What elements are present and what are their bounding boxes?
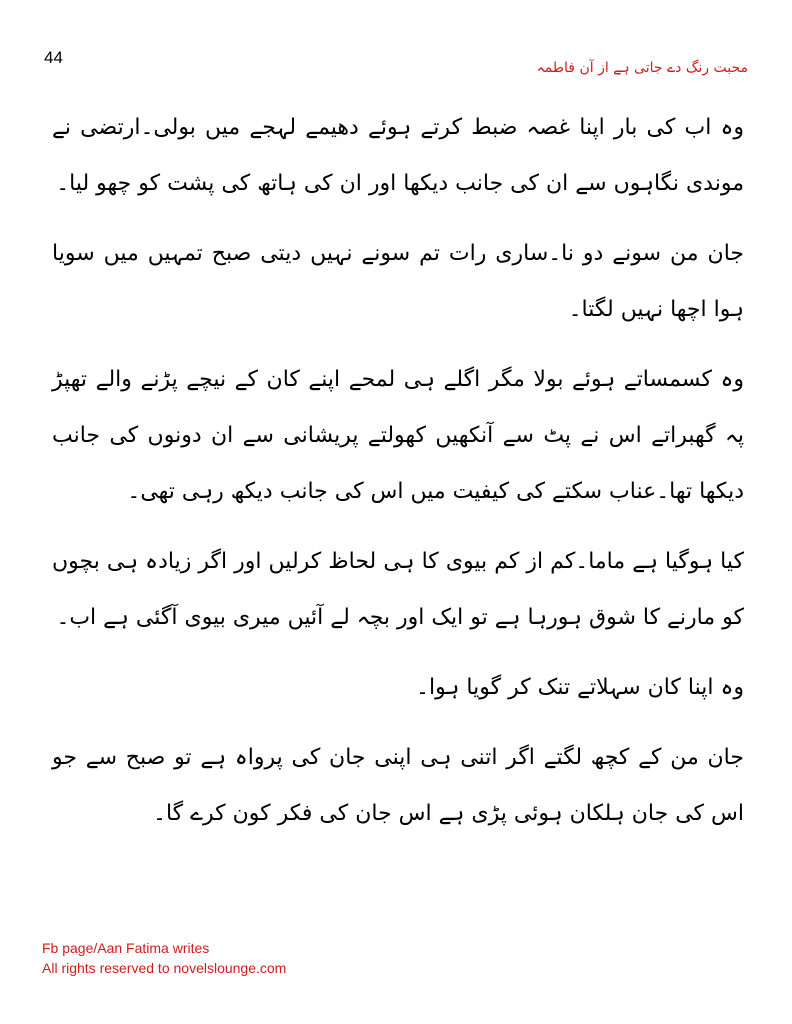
page-number: 44 <box>44 48 63 67</box>
paragraph-3: وہ کسمساتے ہوئے بولا مگر اگلے ہی لمحے اپنے کان کے نیچے پڑنے والے تھپڑ پہ گھبراتے اس نے پٹ سے آنکھیں کھولتے پریشانی سے ان دونوں کی جانب دیکھا تھا۔عناب سکتے کی کیفیت میں اس کی جانب دیکھ رہی تھی۔ <box>52 367 744 504</box>
paragraph-6: جان من کے کچھ لگتے اگر اتنی ہی اپنی جان کی پرواہ ہے تو صبح سے جو اس کی جان ہلکان ہوئی پڑی ہے اس جان کی فکر کون کرے گا۔ <box>52 745 744 826</box>
running-header: محبت رنگ دے جاتی ہے از آن فاطمہ <box>536 60 748 76</box>
footer-rights: All rights reserved to novelslounge.com <box>42 960 287 976</box>
paragraph-1: وہ اب کی بار اپنا غصہ ضبط کرتے ہوئے دھیمے لہجے میں بولی۔ارتضی نے موندی نگاہوں سے ان کی جانب دیکھا اور ان کی ہاتھ کی پشت کو چھو لیا۔ <box>52 115 744 196</box>
paragraph-4: کیا ہوگیا ہے ماما۔کم از کم بیوی کا ہی لحاظ کرلیں اور اگر زیادہ ہی بچوں کو مارنے کا شوق ہورہا ہے تو ایک اور بچہ لے آئیں میری بیوی آگئی ہے اب۔ <box>52 549 744 630</box>
paragraph-5: وہ اپنا کان سہلاتے تنک کر گویا ہوا۔ <box>416 675 744 700</box>
footer-fb-page: Fb page/Aan Fatima writes <box>42 940 210 956</box>
paragraph-2: جان من سونے دو نا۔ساری رات تم سونے نہیں دیتی صبح تمہیں میں سویا ہوا اچھا نہیں لگتا۔ <box>52 241 744 322</box>
body-text <box>52 100 744 856</box>
footer-credits <box>42 938 286 978</box>
